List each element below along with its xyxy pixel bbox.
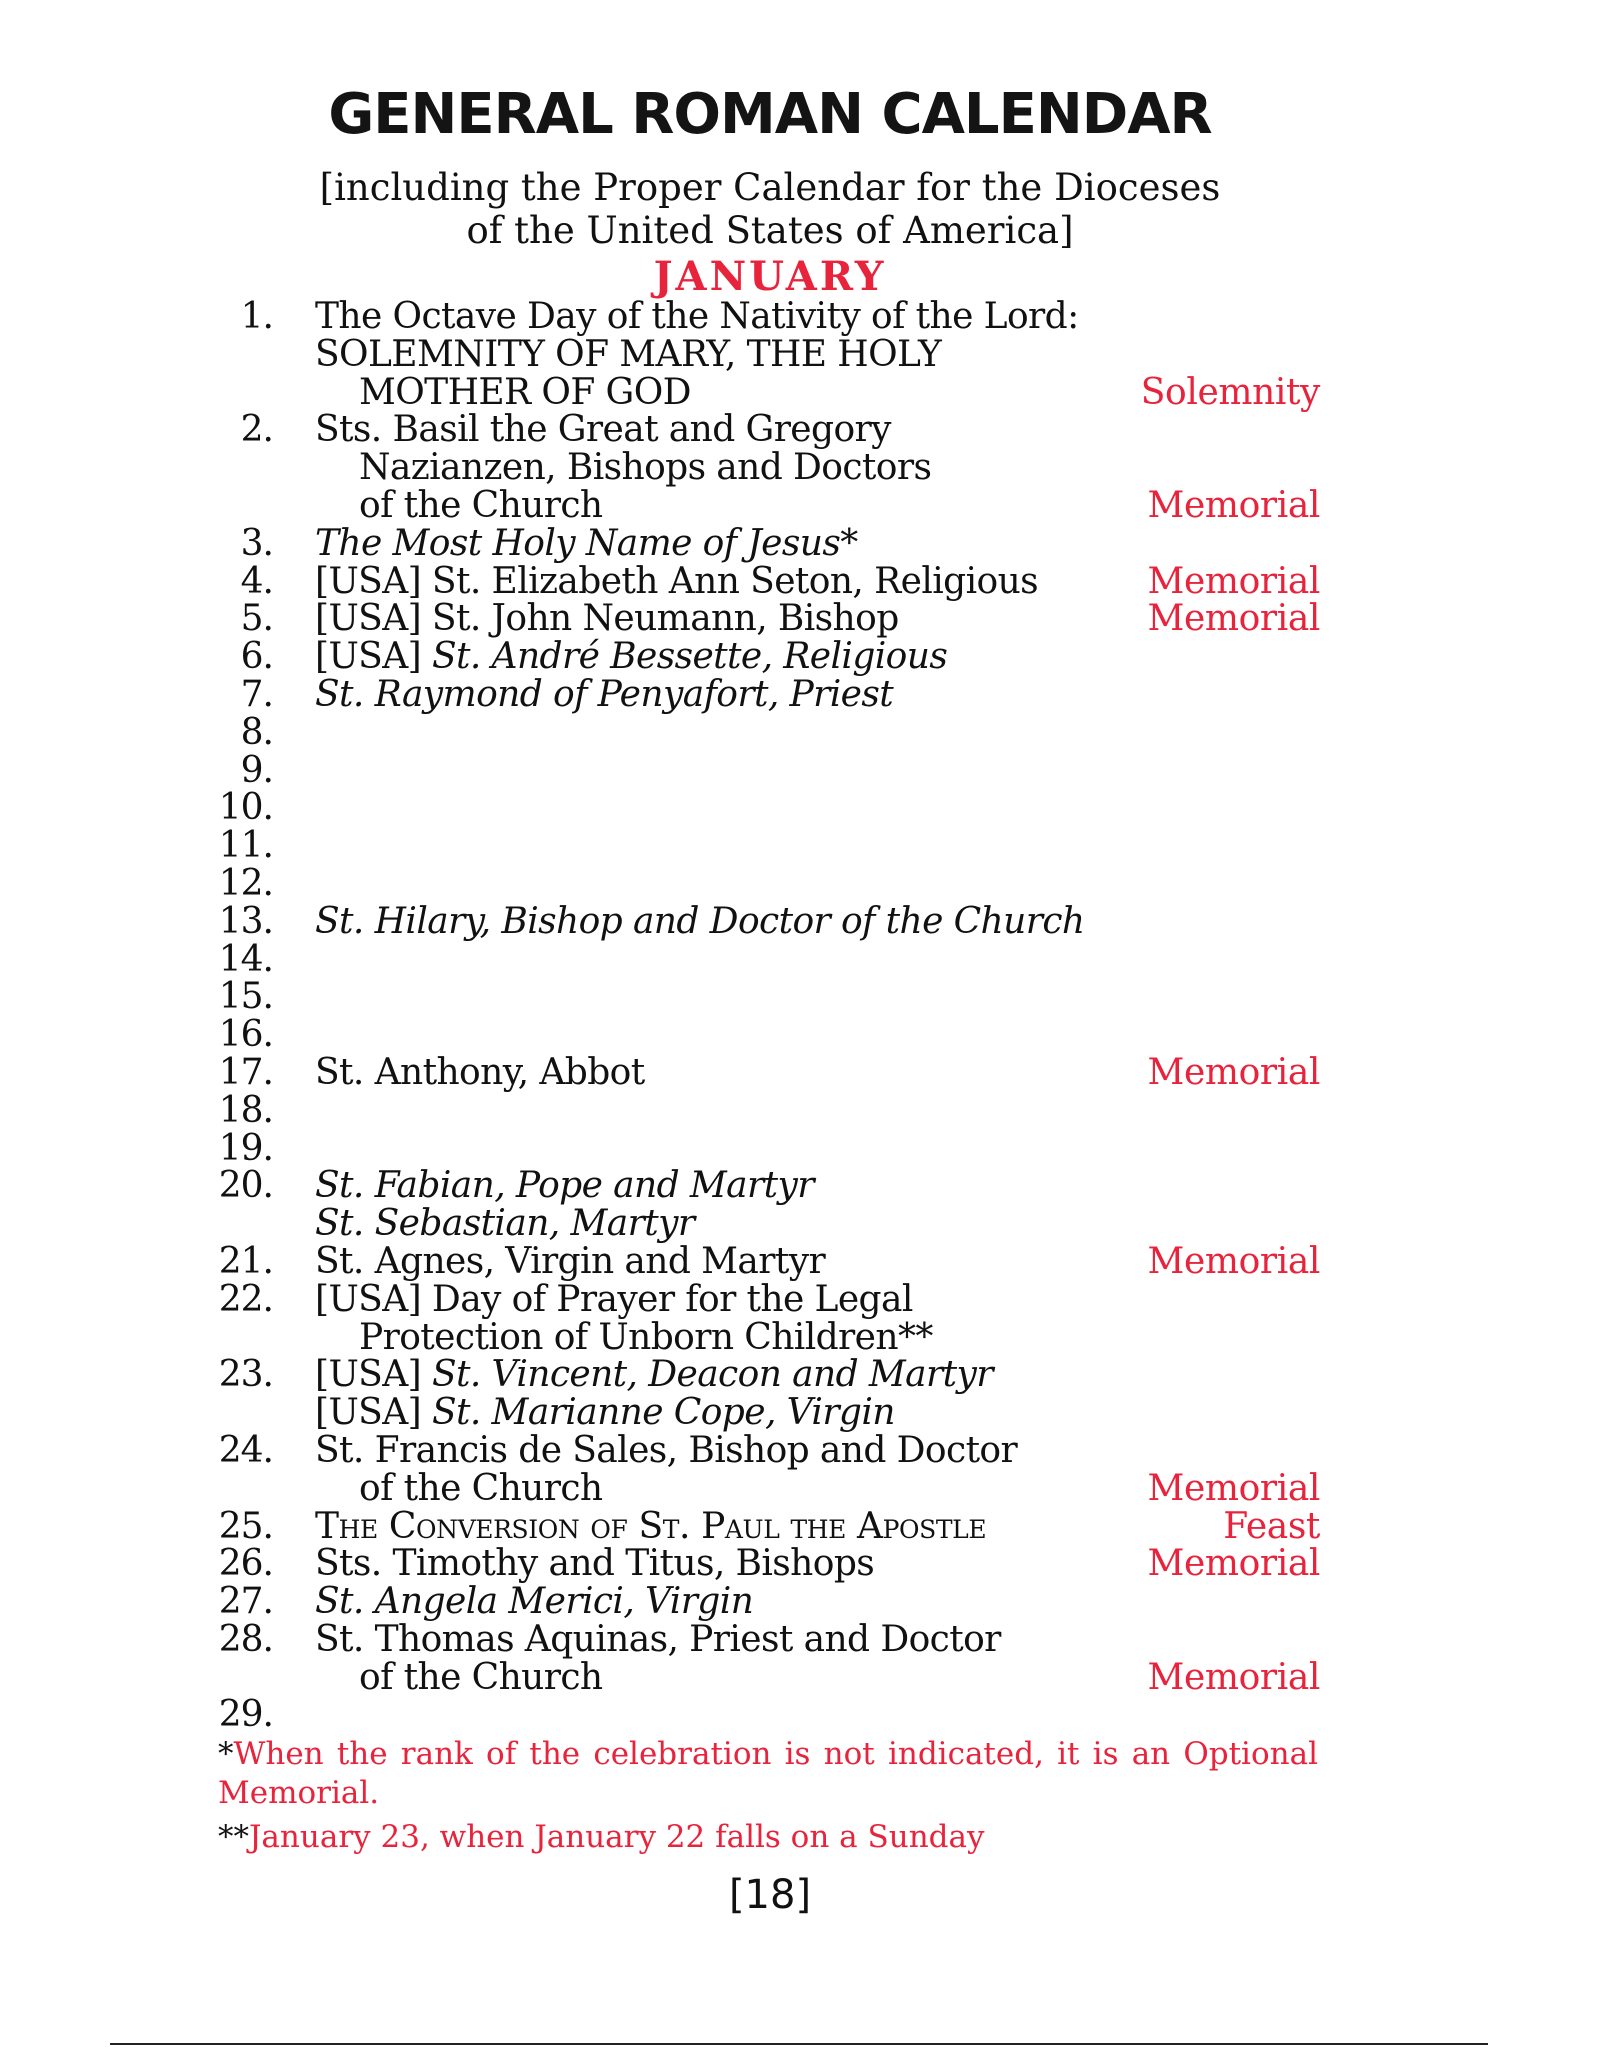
calendar-row bbox=[215, 1127, 1320, 1169]
celebration-text: St. Angela Merici, Virgin bbox=[315, 1581, 754, 1623]
day-number: 8. bbox=[240, 711, 273, 753]
page-bottom-rule bbox=[110, 2043, 1488, 2045]
day-number: 23. bbox=[218, 1354, 273, 1396]
rank-label: Solemnity bbox=[1140, 371, 1320, 413]
footnote-optional-memorial bbox=[218, 1735, 1318, 1813]
page-number: [18] bbox=[728, 1872, 812, 1918]
calendar-row bbox=[215, 411, 1320, 449]
calendar-row bbox=[215, 638, 1320, 676]
subtitle-line-1: [including the Proper Calendar for the Dioceses bbox=[319, 166, 1221, 209]
calendar-row bbox=[215, 1583, 1320, 1621]
calendar-row bbox=[215, 1016, 1320, 1054]
day-number: 13. bbox=[218, 900, 273, 942]
calendar-row bbox=[215, 522, 1320, 564]
celebration-text: Sts. Timothy and Titus, Bishops bbox=[315, 1543, 875, 1585]
calendar-row bbox=[215, 1467, 1320, 1509]
region-prefix: [USA] bbox=[315, 636, 432, 678]
day-number: 14. bbox=[218, 938, 273, 980]
footnote-day-of-prayer bbox=[218, 1818, 1318, 1857]
calendar-row bbox=[215, 333, 1320, 375]
rank-label: Memorial bbox=[1147, 560, 1320, 602]
celebration-text: The Octave Day of the Nativity of the Lord: bbox=[315, 296, 1079, 337]
celebration-text: [USA] St. Elizabeth Ann Seton, Religious bbox=[315, 560, 1039, 602]
celebration-text: Nazianzen, Bishops and Doctors bbox=[359, 447, 932, 489]
day-number: 27. bbox=[218, 1581, 273, 1623]
calendar-row bbox=[215, 1656, 1320, 1698]
calendar-row bbox=[215, 484, 1320, 526]
day-number: 1. bbox=[240, 296, 273, 337]
calendar-row bbox=[215, 449, 1320, 487]
celebration-text: St. Anthony, Abbot bbox=[315, 1051, 645, 1093]
calendar-row bbox=[215, 298, 1320, 336]
footnote-marker: ** bbox=[218, 1819, 249, 1855]
celebration-text: The Most Holy Name of Jesus* bbox=[315, 522, 858, 564]
day-number: 20. bbox=[218, 1165, 273, 1207]
rank-label: Memorial bbox=[1147, 484, 1320, 526]
page-title: GENERAL ROMAN CALENDAR bbox=[328, 82, 1212, 147]
calendar-row bbox=[215, 1618, 1320, 1660]
day-number: 7. bbox=[240, 673, 273, 715]
day-number: 17. bbox=[218, 1051, 273, 1093]
footnote-text: When the rank of the celebration is not indicated, it is an Optional Memorial. bbox=[218, 1736, 1318, 1811]
celebration-text: Sts. Basil the Great and Gregory bbox=[315, 409, 891, 451]
celebration-text: [USA] St. John Neumann, Bishop bbox=[315, 598, 899, 640]
day-number: 19. bbox=[218, 1127, 273, 1169]
rank-label: Memorial bbox=[1147, 1543, 1320, 1585]
celebration-text: St. Fabian, Pope and Martyr bbox=[315, 1165, 814, 1207]
calendar-row bbox=[215, 1240, 1320, 1282]
calendar-row bbox=[215, 1429, 1320, 1471]
calendar-row bbox=[215, 1089, 1320, 1131]
calendar-row bbox=[215, 1167, 1320, 1205]
celebration-name: St. Marianne Cope, Virgin bbox=[431, 1392, 895, 1434]
calendar-row bbox=[215, 749, 1320, 791]
calendar-row bbox=[215, 938, 1320, 980]
calendar-row bbox=[215, 711, 1320, 753]
subtitle-line-2: of the United States of America] bbox=[466, 209, 1074, 252]
calendar-row bbox=[215, 1205, 1320, 1243]
calendar-row bbox=[215, 1278, 1320, 1320]
day-number: 5. bbox=[240, 598, 273, 640]
day-number: 15. bbox=[218, 976, 273, 1018]
celebration-text: Protection of Unborn Children** bbox=[359, 1316, 933, 1358]
calendar-row bbox=[215, 900, 1320, 942]
rank-label: Memorial bbox=[1147, 1240, 1320, 1282]
calendar-row bbox=[215, 1051, 1320, 1093]
celebration-text: SOLEMNITY OF MARY, THE HOLY bbox=[315, 333, 942, 375]
celebration-text bbox=[315, 1356, 993, 1394]
day-number: 29. bbox=[218, 1694, 273, 1736]
region-prefix: [USA] bbox=[315, 1392, 432, 1434]
calendar-row bbox=[215, 1394, 1320, 1432]
day-number: 4. bbox=[240, 560, 273, 602]
celebration-name: St. Vincent, Deacon and Martyr bbox=[431, 1354, 993, 1396]
rank-label: Memorial bbox=[1147, 1656, 1320, 1698]
day-number: 12. bbox=[218, 862, 273, 904]
day-number: 11. bbox=[218, 825, 273, 867]
region-prefix: [USA] bbox=[315, 1354, 432, 1396]
day-number: 24. bbox=[218, 1429, 273, 1471]
rank-label: Memorial bbox=[1147, 1467, 1320, 1509]
celebration-text: of the Church bbox=[359, 1656, 603, 1698]
calendar-row bbox=[215, 1356, 1320, 1394]
calendar-row bbox=[215, 673, 1320, 715]
celebration-text: St. Hilary, Bishop and Doctor of the Church bbox=[315, 900, 1085, 942]
rank-label: Memorial bbox=[1147, 598, 1320, 640]
calendar-row bbox=[215, 827, 1320, 865]
celebration-text: St. Francis de Sales, Bishop and Doctor bbox=[315, 1429, 1018, 1471]
day-number: 18. bbox=[218, 1089, 273, 1131]
celebration-text: MOTHER OF GOD bbox=[359, 371, 691, 413]
calendar-row bbox=[215, 1505, 1320, 1547]
calendar-row bbox=[215, 978, 1320, 1016]
month-heading: JANUARY bbox=[653, 253, 887, 300]
day-number: 2. bbox=[240, 409, 273, 451]
celebration-name: St. André Bessette, Religious bbox=[431, 636, 948, 678]
calendar-row bbox=[215, 560, 1320, 602]
day-number: 21. bbox=[218, 1240, 273, 1282]
celebration-text: of the Church bbox=[359, 1467, 603, 1509]
calendar-row bbox=[215, 1545, 1320, 1583]
celebration-text: St. Thomas Aquinas, Priest and Doctor bbox=[315, 1618, 1001, 1660]
calendar-entries bbox=[215, 298, 1320, 1734]
day-number: 3. bbox=[240, 522, 273, 564]
day-number: 6. bbox=[240, 636, 273, 678]
day-number: 9. bbox=[240, 749, 273, 791]
day-number: 16. bbox=[218, 1014, 273, 1056]
day-number: 26. bbox=[218, 1543, 273, 1585]
day-number: 22. bbox=[218, 1278, 273, 1320]
day-number: 28. bbox=[218, 1618, 273, 1660]
celebration-text: [USA] Day of Prayer for the Legal bbox=[315, 1278, 913, 1320]
subtitle bbox=[0, 166, 1540, 252]
calendar-row bbox=[215, 1696, 1320, 1734]
rank-label: Feast bbox=[1223, 1505, 1320, 1547]
calendar-row bbox=[215, 1316, 1320, 1358]
footnote-text: January 23, when January 22 falls on a Sunday bbox=[249, 1819, 985, 1855]
day-number: 10. bbox=[218, 787, 273, 829]
calendar-row bbox=[215, 600, 1320, 638]
celebration-text: St. Raymond of Penyafort, Priest bbox=[315, 673, 894, 715]
celebration-text: St. Agnes, Virgin and Martyr bbox=[315, 1240, 826, 1282]
rank-label: Memorial bbox=[1147, 1051, 1320, 1093]
calendar-row bbox=[215, 789, 1320, 827]
celebration-text: The Conversion of St. Paul the Apostle bbox=[315, 1505, 987, 1547]
celebration-text: of the Church bbox=[359, 484, 603, 526]
celebration-text bbox=[315, 1394, 895, 1432]
celebration-text: St. Sebastian, Martyr bbox=[315, 1203, 695, 1245]
celebration-text bbox=[315, 638, 947, 676]
day-number: 25. bbox=[218, 1505, 273, 1547]
calendar-row bbox=[215, 862, 1320, 904]
footnote-marker: * bbox=[218, 1736, 234, 1772]
calendar-row bbox=[215, 371, 1320, 413]
